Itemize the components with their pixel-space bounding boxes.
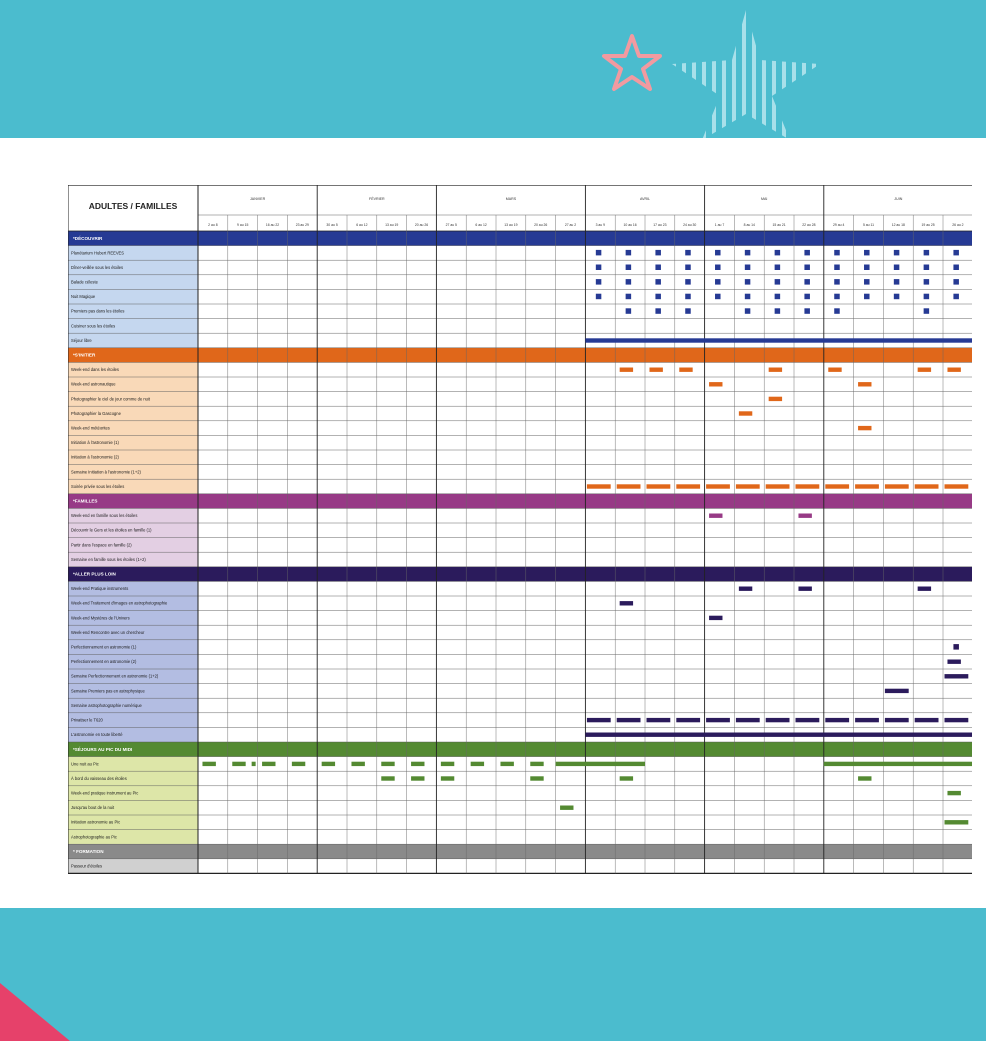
schedule-bar — [560, 806, 573, 810]
schedule-bar — [530, 762, 543, 766]
week-label: 12 au 18 — [891, 223, 905, 227]
schedule-bar — [596, 294, 602, 300]
week-label: 15 au 21 — [772, 223, 786, 227]
schedule-bar — [620, 601, 633, 605]
activity-label: Week-end Pratique instruments — [71, 586, 129, 592]
schedule-bar — [706, 484, 730, 488]
schedule-bar — [804, 265, 810, 271]
schedule-bar — [918, 368, 931, 372]
activity-label: Passeur d'étoiles — [71, 863, 103, 869]
schedule-bar — [745, 308, 751, 314]
schedule-bar — [411, 776, 424, 780]
schedule-bar — [775, 265, 781, 271]
schedule-bar — [855, 718, 879, 722]
schedule-bar — [885, 484, 909, 488]
schedule-bar — [322, 762, 335, 766]
week-label: 20 au 26 — [414, 223, 429, 227]
schedule-bar — [596, 250, 602, 256]
schedule-bar — [685, 250, 691, 256]
schedule-bar — [804, 308, 810, 314]
schedule-bar — [798, 587, 811, 591]
schedule-bar — [685, 308, 691, 314]
week-label: 29 au 4 — [833, 223, 845, 227]
schedule-bar — [252, 762, 256, 766]
activity-label: Cuisiner sous les étoiles — [71, 323, 116, 329]
schedule-bar — [745, 250, 751, 256]
schedule-bar — [471, 762, 484, 766]
schedule-bar — [626, 279, 632, 285]
schedule-bar — [924, 265, 930, 271]
activity-label: Initiation astronomie au Pic — [71, 819, 121, 825]
schedule-bar — [745, 294, 751, 300]
schedule-bar — [685, 265, 691, 271]
week-label: 26 au 2 — [952, 223, 964, 227]
schedule-bar — [715, 265, 721, 271]
schedule-bar — [655, 265, 661, 271]
section-label: * FORMATION — [73, 849, 104, 854]
schedule-bar — [655, 294, 661, 300]
section-label: *S'INITIER — [73, 352, 96, 358]
activity-label: Week-end Traitement d'images en astrophotographie — [71, 600, 168, 606]
activity-label: Dîner-veillée sous les étoiles — [71, 264, 124, 270]
schedule-bar — [626, 308, 632, 314]
table-title: ADULTES / FAMILLES — [88, 201, 178, 211]
schedule-grid — [68, 185, 972, 875]
schedule-bar — [804, 294, 810, 300]
schedule-bar — [864, 265, 870, 271]
schedule-bar — [775, 279, 781, 285]
schedule-bar — [202, 762, 215, 766]
schedule-bar — [617, 718, 641, 722]
section-label: *ALLER PLUS LOIN — [73, 571, 116, 577]
schedule-bar — [953, 644, 959, 650]
schedule-bar — [855, 484, 879, 488]
schedule-bar — [953, 279, 959, 285]
week-label: 27 au 2 — [564, 223, 577, 227]
activity-label: Partir dans l'espace en famille (2) — [71, 542, 132, 548]
schedule-bar — [775, 250, 781, 256]
schedule-bar — [766, 484, 790, 488]
schedule-bar — [945, 718, 969, 722]
activity-label: Initiation à l'astronomie (1) — [71, 440, 119, 446]
schedule-bar — [381, 776, 394, 780]
schedule-bar — [679, 368, 692, 372]
schedule-bar — [953, 294, 959, 300]
schedule-bar — [766, 718, 790, 722]
schedule-bar — [825, 484, 849, 488]
schedule-bar — [894, 265, 900, 271]
schedule-bar — [596, 265, 602, 271]
schedule-bar — [769, 397, 782, 401]
schedule-bar — [655, 279, 661, 285]
schedule-bar — [647, 484, 671, 488]
schedule-bar — [947, 660, 960, 664]
activity-label: Soirée privée sous les étoiles — [71, 483, 125, 489]
section-header-decouvrir — [68, 231, 972, 246]
schedule-bar — [924, 294, 930, 300]
schedule-bar — [715, 294, 721, 300]
week-label: 20 au 26 — [534, 223, 548, 227]
schedule-bar — [685, 294, 691, 300]
schedule-bar — [894, 294, 900, 300]
schedule-bar — [739, 411, 752, 415]
schedule-bar — [864, 279, 870, 285]
schedule-bar — [796, 718, 820, 722]
schedule-bar — [834, 265, 840, 271]
schedule-bar — [647, 718, 671, 722]
schedule-bar — [262, 762, 275, 766]
schedule-bar — [828, 368, 841, 372]
month-label: AVRIL — [639, 197, 651, 201]
schedule-bar — [775, 308, 781, 314]
schedule-bar — [441, 762, 454, 766]
schedule-bar — [676, 484, 700, 488]
section-header-aller-plus-loin — [68, 567, 972, 582]
schedule-bar — [745, 265, 751, 271]
activity-label: Semaine Perfectionnement en astronomie (1+2) — [71, 673, 159, 679]
week-label: 30 au 5 — [326, 223, 338, 227]
schedule-bar — [736, 484, 760, 488]
schedule-bar — [858, 426, 871, 430]
month-label: MARS — [505, 197, 517, 201]
activity-label: Week-end pratique instrument au Pic — [71, 790, 139, 796]
schedule-bar — [585, 338, 972, 342]
schedule-bar — [626, 265, 632, 271]
activity-label: Semaine Initiation à l'astronomie (1+2) — [71, 469, 141, 475]
week-label: 24 au 30 — [683, 223, 697, 227]
schedule-bar — [585, 733, 972, 737]
schedule-bar — [655, 250, 661, 256]
schedule-bar — [834, 308, 840, 314]
activity-label: Découvrir le Gers et les étoiles en famille (1) — [71, 527, 152, 533]
activity-label: Balade céleste — [71, 279, 98, 285]
week-label: 6 au 12 — [356, 223, 368, 227]
activity-label: Week-end astronautique — [71, 381, 116, 387]
section-header-sinitier — [68, 348, 972, 363]
section-label: *FAMILLES — [73, 498, 98, 504]
week-label: 17 au 23 — [653, 223, 667, 227]
month-label: JANVIER — [250, 197, 266, 201]
schedule-bar — [530, 776, 543, 780]
activity-label: L'astronomie en toute liberté — [71, 732, 123, 738]
schedule-bar — [655, 308, 661, 314]
schedule-bar — [924, 250, 930, 256]
schedule-bar — [587, 484, 611, 488]
schedule-bar — [709, 382, 722, 386]
activity-label: Semaine en famille sous les étoiles (1+2) — [71, 556, 146, 562]
star-outline-icon — [600, 32, 664, 92]
schedule-bar — [947, 368, 960, 372]
schedule-bar — [709, 514, 722, 518]
striped-star-icon — [668, 10, 824, 140]
schedule-bar — [556, 762, 645, 766]
schedule-bar — [953, 265, 959, 271]
schedule-bar — [706, 718, 730, 722]
month-label: JUIN — [894, 197, 903, 201]
schedule-bar — [232, 762, 245, 766]
activity-label: Perfectionnement en astronomie (1) — [71, 644, 137, 650]
schedule-bar — [885, 718, 909, 722]
week-label: 6 au 12 — [475, 223, 487, 227]
section-header-formation — [68, 844, 972, 859]
schedule-bar — [894, 279, 900, 285]
schedule-bar — [858, 382, 871, 386]
activity-label: Photographier la Gascogne — [71, 410, 121, 416]
activity-label: Week-end Rencontre avec un chercheur — [71, 629, 145, 635]
week-label: 8 au 14 — [743, 223, 755, 227]
schedule-bar — [381, 762, 394, 766]
schedule-bar — [858, 776, 871, 780]
week-label: 3 au 9 — [595, 223, 606, 227]
activity-label: Jusqu'au bout de la nuit — [71, 805, 115, 811]
schedule-bar — [775, 294, 781, 300]
schedule-bar — [894, 250, 900, 256]
schedule-bar — [945, 674, 969, 678]
activity-label: À bord du vaisseau des étoiles — [71, 775, 127, 781]
activity-label: Initiation à l'astronomie (2) — [71, 454, 119, 460]
schedule-bar — [441, 776, 454, 780]
schedule-bar — [885, 689, 909, 693]
activity-label: Week-end Mystères de l'Univers — [71, 615, 130, 621]
schedule-bar — [945, 820, 969, 824]
week-label: 16 au 22 — [265, 223, 280, 227]
schedule-bar — [620, 368, 633, 372]
week-label: 27 au 5 — [445, 223, 457, 227]
activity-label: Semaine Premiers pas en astrophysique — [71, 688, 145, 694]
schedule-bar — [824, 762, 972, 766]
section-label: *SÉJOURS AU PIC DU MIDI — [73, 746, 133, 752]
activity-label: Photographier le ciel de jour comme de nuit — [71, 396, 150, 402]
activity-label: Nuit Magique — [71, 294, 96, 300]
week-label: 2 au 8 — [208, 223, 218, 227]
schedule-bar — [292, 762, 305, 766]
schedule-bar — [796, 484, 820, 488]
activity-label: Semaine astrophotographie numérique — [71, 702, 142, 708]
schedule-bar — [864, 250, 870, 256]
schedule-bar — [617, 484, 641, 488]
schedule-bar — [739, 587, 752, 591]
activity-label: Premiers pas dans les étoiles — [71, 308, 125, 314]
schedule-bar — [649, 368, 662, 372]
schedule-bar — [804, 250, 810, 256]
schedule-bar — [953, 250, 959, 256]
schedule-bar — [587, 718, 611, 722]
schedule-bar — [620, 776, 633, 780]
schedule-bar — [924, 308, 930, 314]
week-label: 9 au 15 — [237, 223, 249, 227]
schedule-bar — [915, 718, 939, 722]
schedule-bar — [676, 718, 700, 722]
schedule-bar — [945, 484, 969, 488]
week-label: 1 au 7 — [714, 223, 725, 227]
activity-label: Astrophotographie au Pic — [71, 834, 117, 840]
schedule-bar — [500, 762, 513, 766]
section-header-familles — [68, 494, 972, 509]
schedule-bar — [798, 514, 811, 518]
month-label: MAI — [761, 197, 768, 201]
schedule-bar — [709, 616, 722, 620]
schedule-bar — [804, 279, 810, 285]
activity-label: Week-end dans les étoiles — [71, 367, 119, 373]
schedule-bar — [834, 294, 840, 300]
schedule-bar — [915, 484, 939, 488]
schedule-bar — [626, 294, 632, 300]
schedule-bar — [685, 279, 691, 285]
schedule-bar — [834, 279, 840, 285]
corner-triangle-decoration — [0, 983, 70, 1041]
week-label: 10 au 16 — [623, 223, 637, 227]
week-label: 5 au 11 — [862, 223, 875, 227]
week-label: 13 au 19 — [385, 223, 399, 227]
activity-label: Une nuit au Pic — [71, 761, 99, 767]
section-header-pic-du-midi — [68, 742, 972, 757]
schedule-bar — [769, 368, 782, 372]
week-label: 19 au 25 — [921, 223, 935, 227]
schedule-bar — [918, 587, 931, 591]
schedule-bar — [947, 791, 960, 795]
schedule-bar — [715, 250, 721, 256]
schedule-bar — [715, 279, 721, 285]
schedule-bar — [411, 762, 424, 766]
schedule-bar — [924, 279, 930, 285]
schedule-bar — [864, 294, 870, 300]
schedule-bar — [745, 279, 751, 285]
schedule-bar — [351, 762, 364, 766]
schedule-bar — [834, 250, 840, 256]
schedule-bar — [596, 279, 602, 285]
activity-label: Séjour libre — [71, 337, 92, 343]
activity-label: Planétarium Hubert REEVES — [71, 250, 125, 256]
week-label: 13 au 19 — [504, 223, 518, 227]
week-label: 23 au 29 — [295, 223, 309, 227]
schedule-bar — [626, 250, 632, 256]
activity-label: Week-end météorites — [71, 425, 110, 431]
activity-label: Privatiser le T620 — [71, 717, 103, 723]
schedule-bar — [825, 718, 849, 722]
schedule-bar — [736, 718, 760, 722]
section-label: *DÉCOUVRIR — [73, 235, 103, 241]
week-label: 22 au 28 — [802, 223, 816, 227]
month-label: FÉVRIER — [369, 197, 385, 201]
activity-label: Perfectionnement en astronomie (2) — [71, 659, 137, 665]
activity-label: Week-end en famille sous les étoiles — [71, 513, 138, 519]
schedule-table — [68, 185, 972, 875]
